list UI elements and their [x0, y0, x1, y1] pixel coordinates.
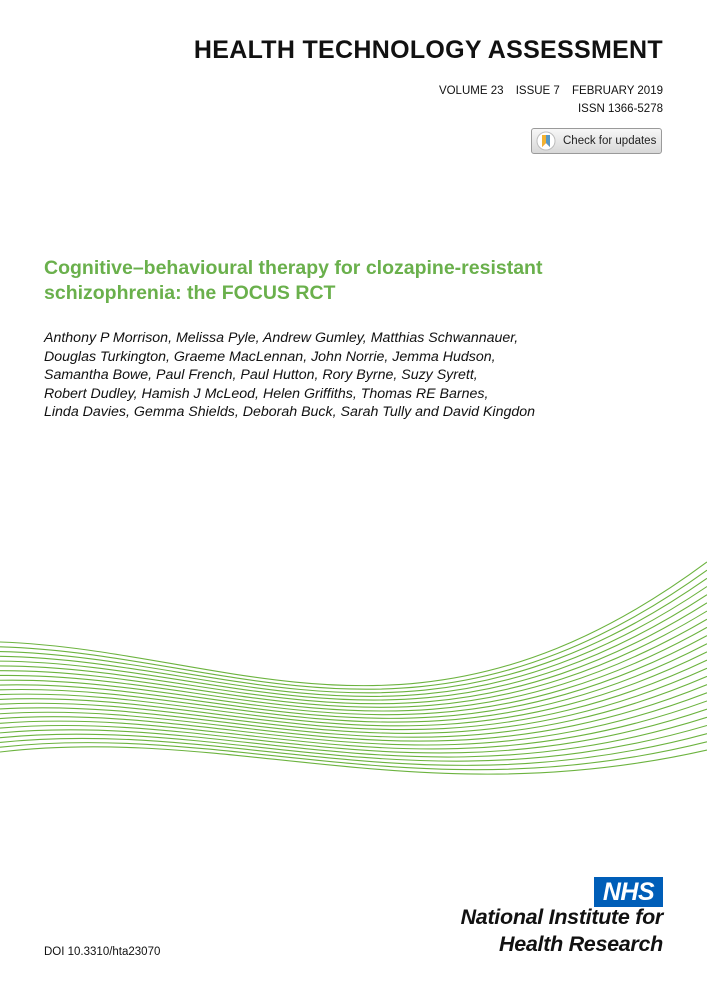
issue-info	[439, 85, 663, 97]
issn-label: ISSN 1366-5278	[577, 103, 663, 115]
nihr-line: National Institute for	[460, 905, 663, 929]
nihr-line: Health Research	[499, 932, 663, 956]
volume-label: VOLUME 23	[438, 85, 504, 97]
issue-label: ISSUE 7	[515, 85, 560, 97]
author-line: Linda Davies, Gemma Shields, Deborah Buck, Sarah Tully and David Kingdon	[44, 404, 536, 421]
author-line: Samantha Bowe, Paul French, Paul Hutton, Rory Byrne, Suzy Syrett,	[44, 367, 478, 384]
wave-line	[0, 595, 707, 700]
author-line: Douglas Turkington, Graeme MacLennan, John Norrie, Jemma Hudson,	[44, 348, 496, 365]
article-title-line: Cognitive–behavioural therapy for clozapine-resistant	[44, 257, 543, 279]
nhs-logo: NHS	[594, 877, 663, 907]
wave-line	[0, 562, 707, 686]
journal-title: HEALTH TECHNOLOGY ASSESSMENT	[193, 36, 663, 64]
crossmark-icon	[536, 131, 556, 151]
author-line: Robert Dudley, Hamish J McLeod, Helen Griffiths, Thomas RE Barnes,	[44, 385, 489, 402]
wave-lines-graphic	[0, 560, 707, 860]
nihr-logo-text	[461, 904, 663, 958]
author-list	[44, 329, 664, 422]
author-line: Anthony P Morrison, Melissa Pyle, Andrew Gumley, Matthias Schwannauer,	[44, 330, 519, 346]
wave-line	[0, 587, 707, 697]
date-label: FEBRUARY 2019	[572, 85, 663, 97]
article-title-line: schizophrenia: the FOCUS RCT	[44, 282, 336, 304]
check-for-updates-button[interactable]	[531, 128, 662, 154]
check-for-updates-label: Check for updates	[563, 135, 657, 147]
wave-line	[0, 578, 707, 693]
wave-line	[0, 570, 707, 689]
doi-label: DOI 10.3310/hta23070	[44, 946, 161, 958]
article-title	[44, 256, 644, 306]
